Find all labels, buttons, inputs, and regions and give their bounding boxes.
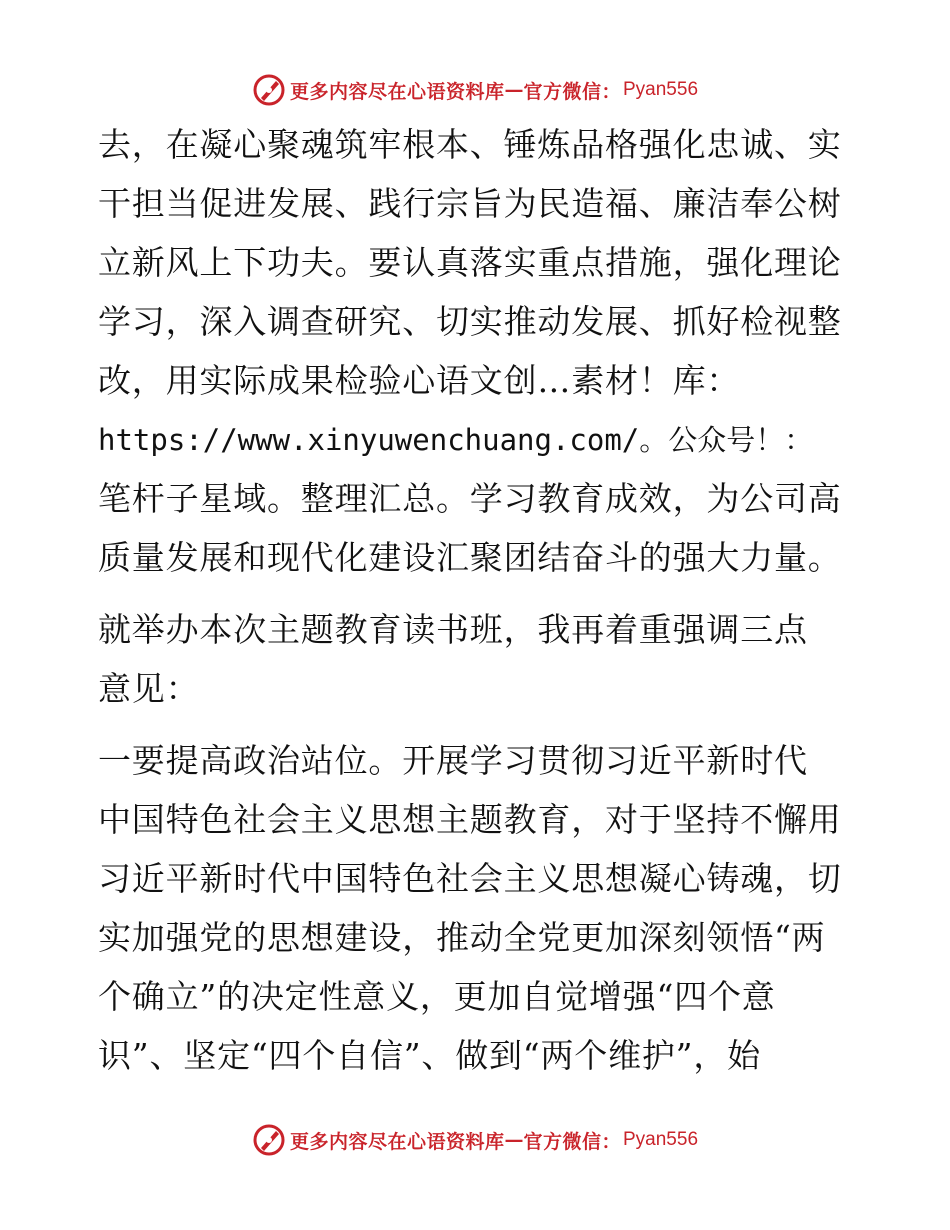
body-line: 质量发展和现代化建设汇聚团结奋斗的强大力量。	[98, 538, 842, 577]
banner-wechat-id: Pyan556	[623, 79, 699, 100]
body-line: 立新风上下功夫。要认真落实重点措施，强化理论	[98, 243, 842, 282]
body-line: 就举办本次主题教育读书班，我再着重强调三点	[98, 610, 808, 649]
footer-banner	[0, 1120, 950, 1160]
banner-title: 更多内容尽在心语资料库	[289, 80, 505, 103]
body-line: 实加强党的思想建设，推动全党更加深刻领悟“两	[98, 918, 826, 957]
body-line: 个确立”的决定性意义，更加自觉增强“四个意	[98, 977, 776, 1016]
body-line: 习近平新时代中国特色社会主义思想凝心铸魂，切	[98, 859, 842, 898]
body-line: 去，在凝心聚魂筑牢根本、锤炼品格强化忠诚、实	[98, 125, 842, 164]
banner-separator: —	[504, 79, 524, 101]
banner-separator: —	[504, 1129, 524, 1151]
body-line: 改，用实际成果检验心语文创…素材！库：	[98, 361, 741, 400]
body-line-url: https://www.xinyuwenchuang.com/。公众号！：	[98, 423, 814, 457]
header-banner	[0, 70, 950, 110]
body-line: 识”、坚定“四个自信”、做到“两个维护”，始	[98, 1036, 761, 1075]
pen-circle-logo-icon	[252, 73, 286, 107]
banner-suffix: 官方微信：	[523, 80, 621, 103]
pen-circle-logo-icon	[252, 1123, 286, 1157]
body-line: 意见：	[98, 669, 200, 708]
body-line: 一要提高政治站位。开展学习贯彻习近平新时代	[98, 741, 808, 780]
banner-suffix: 官方微信：	[523, 1130, 621, 1153]
body-line: 中国特色社会主义思想主题教育，对于坚持不懈用	[98, 800, 842, 839]
banner-title: 更多内容尽在心语资料库	[289, 1130, 505, 1153]
body-line: 干担当促进发展、践行宗旨为民造福、廉洁奉公树	[98, 184, 842, 223]
body-line: 笔杆子星域。整理汇总。学习教育成效，为公司高	[98, 479, 842, 518]
body-line: 学习，深入调查研究、切实推动发展、抓好检视整	[98, 302, 842, 341]
banner-wechat-id: Pyan556	[623, 1129, 699, 1150]
